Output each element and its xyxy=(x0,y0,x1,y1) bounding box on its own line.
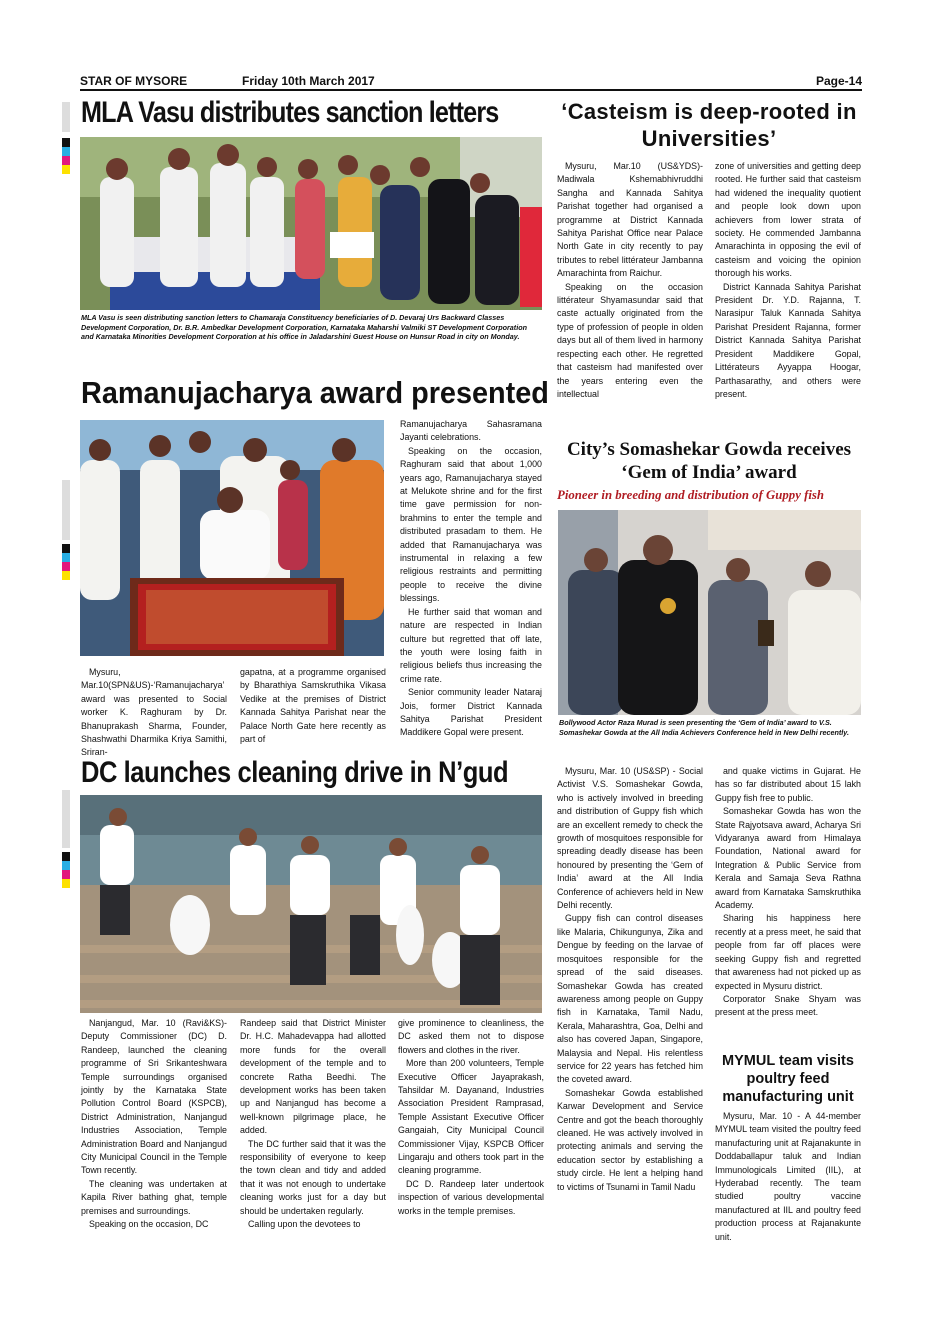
headline-mymul xyxy=(712,1052,864,1106)
registration-marks-left-mid xyxy=(62,544,70,580)
paragraph: He further said that woman and nature are respected in Indian culture but regretted that off late, the youth were losing faith in religious beliefs thus increasing the crime rate. xyxy=(400,606,542,684)
caption-gem-of-india: Bollywood Actor Raza Murad is seen presenting the ‘Gem of India’ award to V.S. Somashekar Gowda at the All India Achievers Conference held in New Delhi recently. xyxy=(559,718,849,737)
paragraph: DC D. Randeep later undertook inspection of various developmental works in the temple premises. xyxy=(398,1178,544,1216)
paragraph: gapatna, at a programme organised by Bharathiya Samskruthika Vikasa Vedike at the premises of District Kannada Sahitya Parishat near the Palace North Gate here recently as part of xyxy=(240,667,386,745)
headline-ramanujacharya: Ramanujacharya award presented xyxy=(81,375,549,410)
paragraph: Senior community leader Nataraj Jois, former District Kannada Sahitya Parishat President Maddikere Gopal were present. xyxy=(400,687,542,738)
paragraph: Mysuru, Mar. 10 - A 44-member MYMUL team visited the poultry feed manufacturing unit at Rajanakunte in Doddaballapur taluk and Indian Immunologicals Limited (IIL), at Hyderabad recently. The team studied poultry vaccine manufactured at IIL and poultry feed production process at Rajanakunte unit. xyxy=(715,1111,861,1242)
paragraph: Mysuru, Mar. 10 (US&SP) - Social Activist V.S. Somashekar Gowda, who is actively involved in breeding and distribution of Guppy fish which are an excellent remedy to check the growth of mosquitoes responsible for spreading deadly disease has been honoured by presenting the ‘Gem of India’ award at the All India Conference of achievers held in New Delhi recently. xyxy=(557,766,703,911)
headline-casteism-text: ‘Casteism is deep-rooted in Universities’ xyxy=(561,99,857,151)
paragraph: Mysuru, Mar.10 (US&YDS)-Madiwala Kshemabhivruddhi Sangha and Kannada Sahitya Parishat together had organised a programme at District Kannada Sahitya Parishat Office near Palace North Gate in city recently to pay tributes to rebel littérateur Jambanna Amarachinta from Raichur. xyxy=(557,161,703,279)
ramanujacharya-col-1 xyxy=(81,666,227,760)
issue-date: Friday 10th March 2017 xyxy=(242,74,375,88)
paragraph: Somashekar Gowda has won the State Rajyotsava award, Acharya Sri Vidyaranya award from Himalaya Foundation, National award for Integration & Public Service from Kerala and Samaja Seva Rathna award from Karnataka Samskruthika Academy. xyxy=(715,806,861,911)
margin-bar-left-2 xyxy=(62,480,70,540)
masthead xyxy=(80,72,862,90)
mymul-col xyxy=(715,1110,861,1244)
ramanujacharya-col-2 xyxy=(240,666,386,746)
registration-marks-left-top xyxy=(62,138,70,174)
group-photo-icon xyxy=(80,137,542,310)
photo-ramanujacharya-award xyxy=(80,420,384,656)
paragraph: Somashekar Gowda established Karwar Development and Service Centre and got the beach thoroughly cleaned. He was actively involved in protecting animals and serving the education sector by establishing a study circle. He lent a helping hand to victims of Tsunami in Tamil Nadu xyxy=(557,1087,703,1192)
casteism-col-1 xyxy=(557,160,703,401)
page-number: Page-14 xyxy=(815,74,862,88)
photo-cleaning-drive xyxy=(80,795,542,1013)
margin-bar-left-3 xyxy=(62,790,70,848)
headline-mymul-text: MYMUL team visits poultry feed manufacturing unit xyxy=(722,1053,854,1105)
paragraph: Calling upon the devotees to xyxy=(248,1219,361,1230)
dc-col-1 xyxy=(81,1017,227,1232)
cleaning-drive-photo-icon xyxy=(80,795,542,1013)
registration-marks-left-bottom xyxy=(62,852,70,888)
headline-casteism xyxy=(556,98,862,152)
paragraph: zone of universities and getting deep rooted. He further said that casteism had widened the inequality quotient and people look down upon achievers from lower strata of society. He commended Jambanna Amarachinta in opposing the evil of casteism and voicing the opinion thorough his works. xyxy=(715,161,861,279)
headline-somashekar-gowda xyxy=(556,438,862,484)
paper-name: STAR OF MYSORE xyxy=(80,74,188,88)
paragraph: Sharing his happiness here recently at a press meet, he said that people from far off places were seeking Guppy fish and regretted that awareness had not picked up as expected in Mysuru district. xyxy=(715,913,861,991)
paragraph: Mysuru, Mar.10(SPN&US)-‘Ramanujacharya’ award was presented to Social worker K. Raghuram by Dr. Bhanuprakash Sharma, Founder, Shashwathi Dharmika Kriya Samithi, Sriran- xyxy=(81,667,227,758)
paragraph: More than 200 volunteers, Temple Executive Officer Jayaprakash, Tahsildar M. Dayanand, Industries Association President Ramprasad, Temple Assistant Executive Officer Gangaiah, City Municipal Council Commissioner Vijay, KSPCB Officer Lingaraju and others took part in the cleaning programme. xyxy=(398,1058,544,1176)
paragraph: The DC further said that it was the responsibility of everyone to keep the town clean and tidy and added that it was not enough to undertake cleaning works just for a day but should be undertaken regularly. xyxy=(240,1138,386,1216)
paragraph: Nanjangud, Mar. 10 (Ravi&KS)-Deputy Commissioner (DC) D. Randeep, launched the cleaning programme of Sri Srikanteshwara Temple surroundings organised jointly by the Karnataka State Pollution Control Board (KSPCB), District Administration, Nanjangud Industries Association, Temple Administration Board and Nanjangud City Municipal Council in the Temple Town recently. xyxy=(81,1018,227,1176)
award-handover-photo-icon xyxy=(558,510,861,715)
somashekar-col-1 xyxy=(557,765,703,1194)
headline-mla-vasu: MLA Vasu distributes sanction letters xyxy=(81,96,499,129)
casteism-col-2 xyxy=(715,160,861,401)
subheading-guppy: Pioneer in breeding and distribution of Guppy fish xyxy=(557,488,824,502)
headline-somashekar-text: City’s Somashekar Gowda receives ‘Gem of India’ award xyxy=(566,439,852,483)
paragraph: Corporator Snake Shyam was present at the press meet. xyxy=(715,993,861,1018)
headline-dc-cleaning: DC launches cleaning drive in N’gud xyxy=(81,756,509,789)
paragraph: Speaking on the occasion, DC xyxy=(89,1219,209,1230)
photo-gem-of-india xyxy=(558,510,861,715)
photo-sanction-letters xyxy=(80,137,542,310)
somashekar-col-2 xyxy=(715,765,861,1020)
paragraph: Randeep said that District Minister Dr. H.C. Mahadevappa had allotted more funds for the overall development of the temple and to concrete Ratha Beedhi. The development works has been taken up and Nanjangud has become a well-known pilgrimage place, he added. xyxy=(240,1018,386,1136)
paragraph: Speaking on the occasion littérateur Shyamasundar said that caste actually originated from the type of profession of people in olden days but all of them lived in harmony respecting each other. He regretted that casteism had manifested over the years entering even the intellectual xyxy=(557,281,703,399)
dc-col-3 xyxy=(398,1017,544,1218)
paragraph: District Kannada Sahitya Parishat President Dr. Y.D. Rajanna, T. Narasipur Taluk Kannada Sahitya Parishat President Rajanna, former District Kannada Sahitya Parishat President Maddikere Gopal, Littérateurs Ayyappa Hoogar, Parthasarathy, and others were present. xyxy=(715,281,861,399)
paragraph: Ramanujacharya Sahasramana Jayanti celebrations. xyxy=(400,419,542,443)
paragraph: give prominence to cleanliness, the DC asked them not to dispose flowers and clothes in the river. xyxy=(398,1018,544,1055)
masthead-rule xyxy=(80,89,862,91)
paragraph: The cleaning was undertaken at Kapila River bathing ghat, temple premises and surroundings. xyxy=(81,1178,227,1216)
paragraph: Speaking on the occasion, Raghuram said that about 1,000 years ago, Ramanujacharya stayed at Melukote shrine and for the first time gave permission for non-brahmins to enter the temple and distributed prasadam to them. He added that Ramanujacharya was instrumental in relaxing a few religious restraints and permitting people to receive the divine blessings. xyxy=(400,445,542,604)
caption-mla-vasu: MLA Vasu is seen distributing sanction letters to Chamaraja Constituency beneficiaries of D. Devaraj Urs Backward Classes Development Corporation, Dr. B.R. Ambedkar Development Corporation, Karnataka Maharshi Valmiki ST Development Corporation and Karnataka Minorities Development Corporation at his office in Jaladarshini Guest House on Hunsur Road in city on Monday. xyxy=(81,313,527,342)
margin-bar-left-1 xyxy=(62,102,70,132)
dc-col-2 xyxy=(240,1017,386,1232)
award-photo-icon xyxy=(80,420,384,656)
paragraph: Guppy fish can control diseases like Malaria, Chikungunya, Zika and Dengue by feeding on the larvae of mosquitoes responsible for the spread of the said diseases. Somashekar Gowda has created awareness among people on Guppy fish in Karnataka, Tamil Nadu, Kerala, Maharashtra, Goa, Delhi and also has covered Japan, Singapore, Malaysia and Nepal. His relentless service for 22 years has fetched him the coveted award. xyxy=(557,913,703,1085)
paragraph: and quake victims in Gujarat. He has so far distributed about 15 lakh Guppy fish free to public. xyxy=(715,766,861,803)
ramanujacharya-right-col xyxy=(400,418,542,740)
